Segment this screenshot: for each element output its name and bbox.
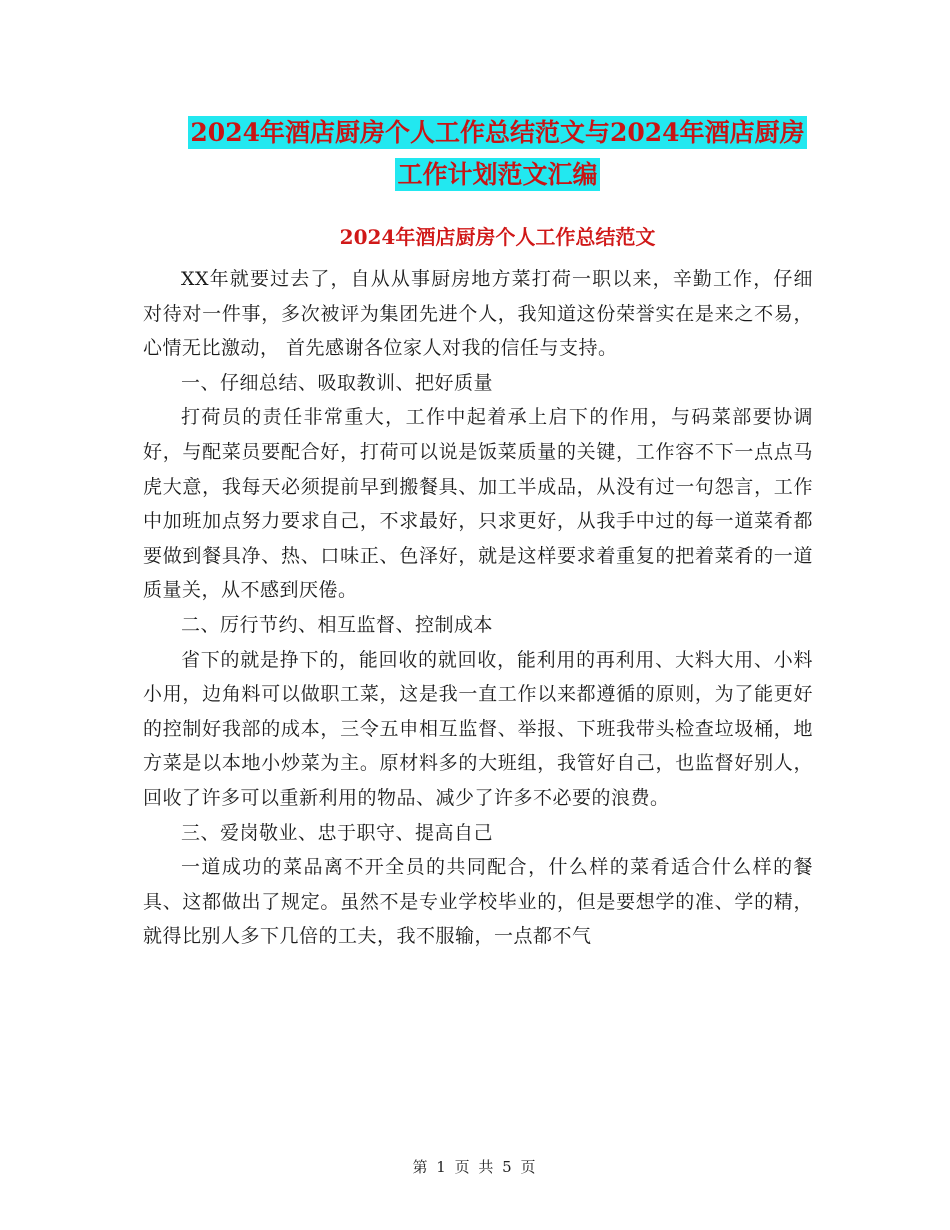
document-title-line-2: 工作计划范文汇编 — [397, 160, 598, 189]
paragraph-intro: XX年就要过去了，自从从事厨房地方菜打荷一职以来，辛勤工作，仔细对待对一件事，多次被评为集团先进个人，我知道这份荣誉实在是来之不易，心情无比激动， 首先感谢各位家人对我的信任与支持。 — [143, 268, 813, 360]
paragraph-1: 打荷员的责任非常重大，工作中起着承上启下的作用，与码菜部要协调好，与配菜员要配合好，打荷可以说是饭菜质量的关键，工作容不下一点点马虎大意，我每天必须提前早到搬餐具、加工半成品，从没有过一句怨言，工作中加班加点努力要求自己，不求最好，只求更好，从我手中过的每一道菜肴都要做到餐具净、热、口味正、色泽好，就是这样要求着重复的把着菜肴的一道质量关，从不感到厌倦。 — [143, 406, 813, 602]
heading-1: 一、仔细总结、吸取教训、把好质量 — [181, 371, 494, 394]
document-body — [143, 262, 813, 954]
paragraph-3: 一道成功的菜品离不开全员的共同配合，什么样的菜肴适合什么样的餐具、这都做出了规定。虽然不是专业学校毕业的，但是要想学的准、学的精，就得比别人多下几倍的工夫，我不服输，一点都不气 — [143, 856, 813, 948]
document-title — [140, 112, 855, 196]
page-footer: 第 1 页 共 5 页 — [412, 1158, 538, 1176]
heading-3: 三、爱岗敬业、忠于职守、提高自己 — [181, 821, 494, 844]
paragraph-2: 省下的就是挣下的，能回收的就回收，能利用的再利用、大料大用、小料小用，边角料可以做职工菜，这是我一直工作以来都遵循的原则，为了能更好的控制好我部的成本，三令五申相互监督、举报、下班我带头检查垃圾桶，地方菜是以本地小炒菜为主。原材料多的大班组，我管好自己，也监督好别人，回收了许多可以重新利用的物品、减少了许多不必要的浪费。 — [143, 648, 813, 809]
heading-2: 二、厉行节约、相互监督、控制成本 — [181, 613, 494, 636]
section-title: 2024年酒店厨房个人工作总结范文 — [339, 225, 656, 249]
document-title-line-1: 2024年酒店厨房个人工作总结范文与2024年酒店厨房 — [190, 118, 805, 147]
